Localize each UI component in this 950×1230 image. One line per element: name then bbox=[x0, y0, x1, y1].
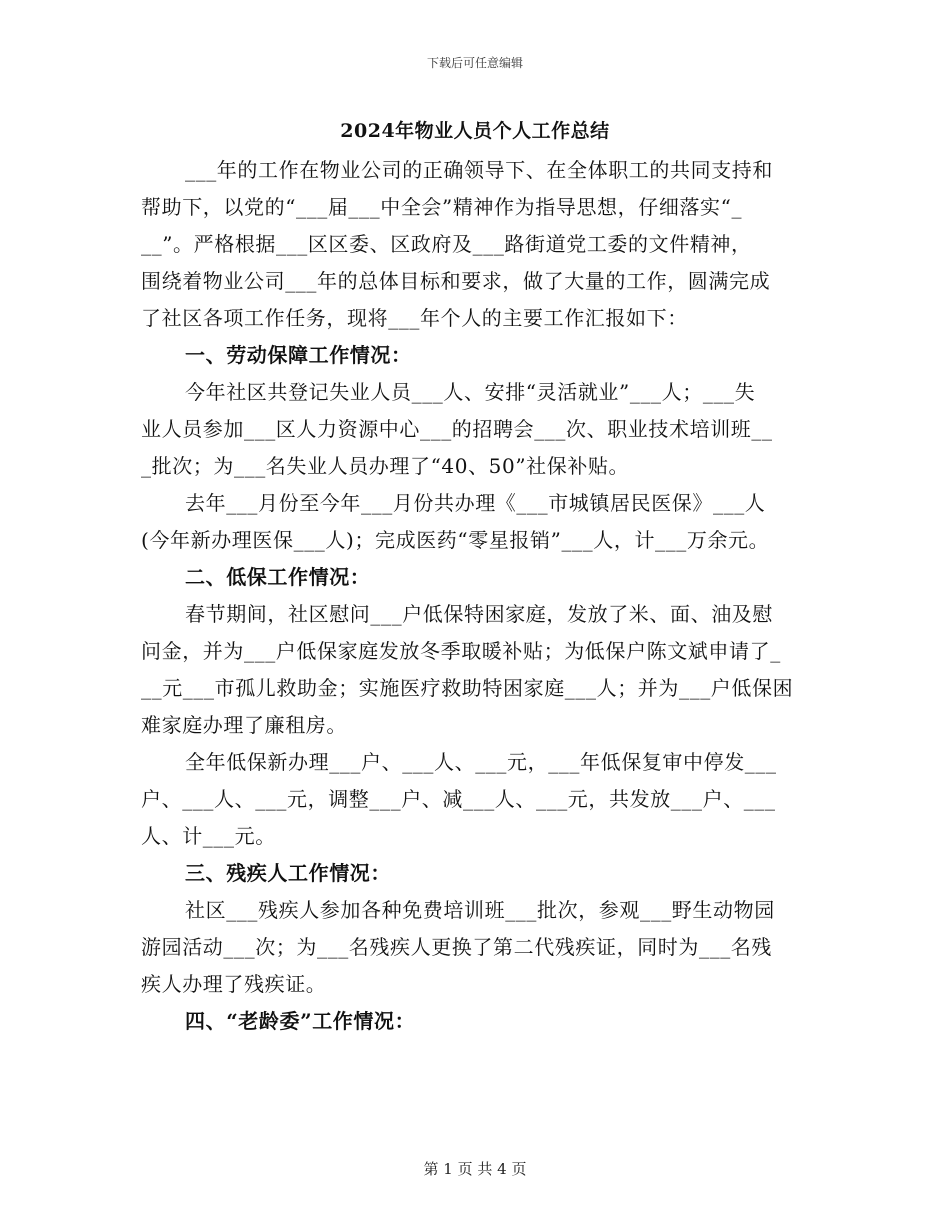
body-text-line: 了社区各项工作任务，现将___年个人的主要工作汇报如下： bbox=[141, 306, 688, 330]
body-text-line: 难家庭办理了廉租房。 bbox=[141, 713, 347, 737]
section-heading: 二、低保工作情况： bbox=[185, 565, 371, 589]
section-heading: 一、劳动保障工作情况： bbox=[185, 343, 412, 367]
body-text-line: 疾人办理了残疾证。 bbox=[141, 972, 327, 996]
section-heading: 四、“老龄委”工作情况： bbox=[185, 1009, 416, 1033]
header-note: 下载后可任意编辑 bbox=[426, 56, 523, 70]
body-text-line: 围绕着物业公司___年的总体目标和要求，做了大量的工作，圆满完成 bbox=[141, 269, 771, 293]
page-footer: 第 1 页 共 4 页 bbox=[423, 1160, 527, 1178]
body-text-line: _批次；为___名失业人员办理了“40、50”社保补贴。 bbox=[141, 454, 630, 478]
body-text-line: 春节期间，社区慰问___户低保特困家庭，发放了米、面、油及慰 bbox=[185, 602, 773, 626]
body-text-line: 人、计___元。 bbox=[141, 824, 276, 848]
section-heading: 三、残疾人工作情况： bbox=[185, 861, 391, 885]
document-title: 2024年物业人员个人工作总结 bbox=[340, 120, 610, 142]
body-text-line: 帮助下，以党的“___届___中全会”精神作为指导思想，仔细落实“_ bbox=[141, 195, 743, 219]
body-text-line: 今年社区共登记失业人员___人、安排“灵活就业”___人；___失 bbox=[185, 380, 756, 404]
body-text-line: 全年低保新办理___户、___人、___元，___年低保复审中停发___ bbox=[185, 750, 777, 774]
body-text-line: __”。严格根据___区区委、区政府及___路街道党工委的文件精神， bbox=[141, 232, 752, 256]
body-text-line: 业人员参加___区人力资源中心___的招聘会___次、职业技术培训班__ bbox=[141, 417, 773, 441]
body-text-line: 去年___月份至今年___月份共办理《___市城镇居民医保》___人 bbox=[185, 491, 766, 515]
document-body bbox=[141, 152, 806, 1040]
body-text-line: __元___市孤儿救助金；实施医疗救助特困家庭___人；并为___户低保困 bbox=[141, 676, 794, 700]
body-text-line: 社区___残疾人参加各种免费培训班___批次，参观___野生动物园 bbox=[185, 898, 775, 922]
body-text-line: ___年的工作在物业公司的正确领导下、在全体职工的共同支持和 bbox=[185, 158, 773, 182]
body-text-line: 问金，并为___户低保家庭发放冬季取暖补贴；为低保户陈文斌申请了_ bbox=[141, 639, 781, 663]
body-text-line: 游园活动___次；为___名残疾人更换了第二代残疾证，同时为___名残 bbox=[141, 935, 772, 959]
body-text-line: 户、___人、___元，调整___户、减___人、___元，共发放___户、___ bbox=[141, 787, 776, 811]
body-text-line: (今年新办理医保___人)；完成医药“零星报销”___人，计___万余元。 bbox=[141, 528, 770, 552]
